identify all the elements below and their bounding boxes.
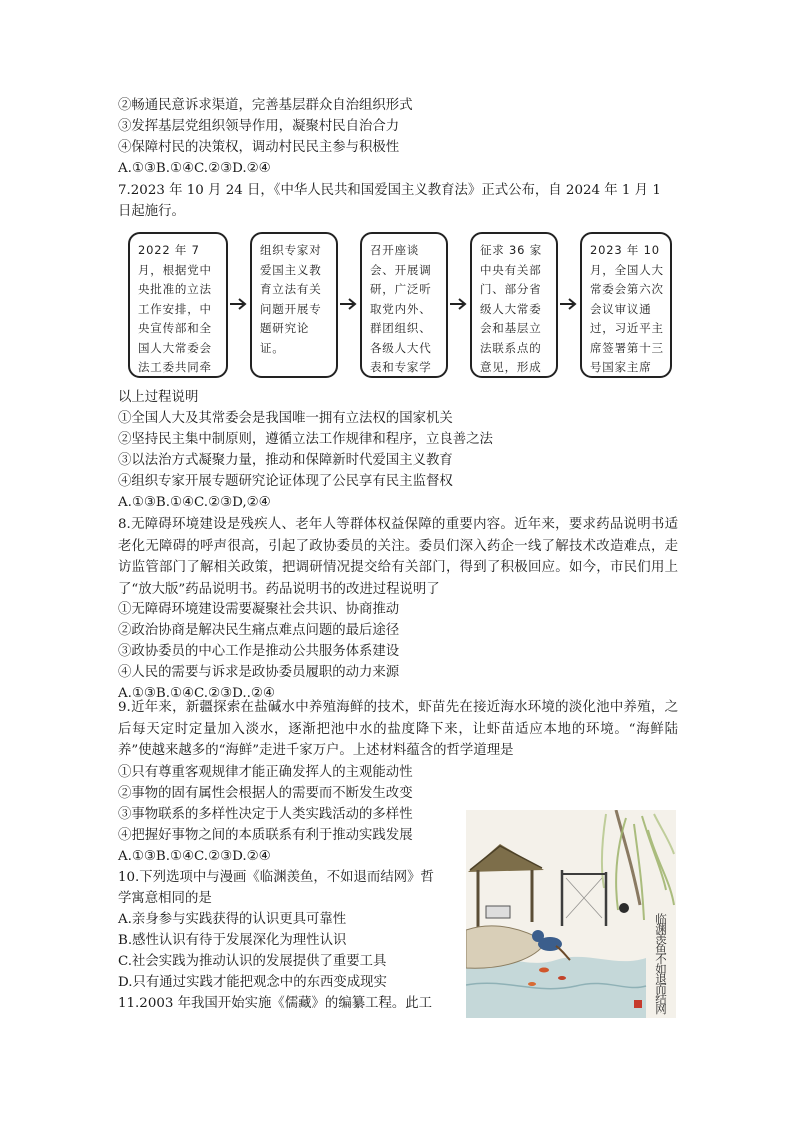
q8-option-4: ④人民的需要与诉求是政协委员履职的动力来源 (118, 665, 400, 680)
q10-option-d: D.只有通过实践才能把观念中的东西变成现实 (118, 975, 387, 990)
q9-stem: 9.近年来，新疆探索在盐碱水中养殖海鲜的技术，虾苗先在接近海水环境的淡化池中养殖，之后每天定时定量加入淡水，逐渐把池中水的盐度降下来，让虾苗适应本地的环境。“海鲜陆养”使越来越多的“海鲜”走进千家万户。上述材料蕴含的哲学道理是 (118, 700, 678, 759)
q8-option-3: ③政协委员的中心工作是推动公共服务体系建设 (118, 644, 400, 659)
flow-arrow-icon (230, 298, 250, 310)
q7-option-1: ①全国人大及其常委会是我国唯一拥有立法权的国家机关 (118, 411, 453, 426)
q9-option-3: ③事物联系的多样性决定于人类实践活动的多样性 (118, 807, 413, 822)
q6-option-2: ②畅通民意诉求渠道，完善基层群众自治组织形式 (118, 98, 413, 113)
q6-answers: A.①③B.①④C.②③D.②④ (118, 161, 271, 176)
q8-option-1: ①无障碍环境建设需要凝聚社会共识、协商推动 (118, 602, 400, 617)
q6-option-4: ④保障村民的决策权，调动村民民主参与积极性 (118, 140, 400, 155)
q7-answers: A.①③B.①④C.②③D,②④ (118, 495, 271, 510)
q8-stem: 8.无障碍环境建设是残疾人、老年人等群体权益保障的重要内容。近年来，要求药品说明书适老化无障碍的呼声很高，引起了政协委员的关注。委员们深入药企一线了解技术改造难点，走访监管部门了解相关政策，把调研情况提交给有关部门，得到了积极回应。如今，市民们用上了“放大版”药品说明书。药品说明书的改进过程说明了 (118, 517, 678, 597)
q9-option-1: ①只有尊重客观规律才能正确发挥人的主观能动性 (118, 765, 413, 780)
painting-caption: 临渊羡鱼不如退而结网 (655, 912, 667, 1016)
cartoon-painting (466, 810, 676, 1018)
q7-option-4: ④组织专家开展专题研究论证体现了公民享有民主监督权 (118, 474, 453, 489)
flow-step-3: 召开座谈会、开展调研，广泛听取党内外、群团组织、各级人大代表和专家学 (360, 232, 448, 378)
q7-stem-line1: 7.2023 年 10 月 24 日，《中华人民共和国爱国主义教育法》正式公布，自 2024 年 1 月 1 (118, 183, 661, 198)
q9-option-4: ④把握好事物之间的本质联系有利于推动实践发展 (118, 828, 413, 843)
q6-option-3: ③发挥基层党组织领导作用，凝聚村民自治合力 (118, 119, 400, 134)
flow-step-2: 组织专家对爱国主义教育立法有关问题开展专题研究论证。 (250, 232, 338, 378)
q10-option-c: C.社会实践为推动认识的发展提供了重要工具 (118, 954, 387, 969)
q11-stem-line1: 11.2003 年我国开始实施《儒藏》的编纂工程。此工 (118, 996, 433, 1011)
flow-step-4: 征求 36 家中央有关部门、部分省级人大常委会和基层立法联系点的意见，形成 (470, 232, 558, 378)
q10-option-a: A.亲身参与实践获得的认识更具可靠性 (118, 912, 347, 927)
flow-step-1: 2022 年 7 月，根据党中央批准的立法工作安排，中央宣传部和全国人大常委会法工委共同牵 (128, 232, 228, 378)
flow-arrow-icon (450, 298, 470, 310)
q7-flowchart (128, 232, 678, 382)
q9-option-2: ②事物的固有属性会根据人的需要而不断发生改变 (118, 786, 413, 801)
q10-option-b: B.感性认识有待于发展深化为理性认识 (118, 933, 347, 948)
q7-option-3: ③以法治方式凝聚力量，推动和保障新时代爱国主义教育 (118, 453, 453, 468)
painting-illustration (466, 810, 676, 1018)
q8-option-2: ②政治协商是解决民生痛点难点问题的最后途径 (118, 623, 400, 638)
q7-stem-line2: 日起施行。 (118, 204, 185, 219)
red-seal-icon (634, 1000, 642, 1008)
q7-lead: 以上过程说明 (118, 390, 199, 405)
q8-answers: A.①③B.①④C.②③D..②④ (118, 686, 275, 701)
flow-step-5: 2023 年 10 月，全国人大常委会第六次会议审议通过，习近平主席签署第十三号国家主席 (580, 232, 672, 378)
q9-answers: A.①③B.①④C.②③D.②④ (118, 849, 271, 864)
flow-arrow-icon (340, 298, 360, 310)
q7-option-2: ②坚持民主集中制原则，遵循立法工作规律和程序，立良善之法 (118, 432, 493, 447)
flow-arrow-icon (560, 298, 580, 310)
q10-stem-line2: 学寓意相同的是 (118, 891, 212, 906)
q10-stem-line1: 10.下列选项中与漫画《临渊羡鱼，不如退而结网》哲 (118, 870, 434, 885)
